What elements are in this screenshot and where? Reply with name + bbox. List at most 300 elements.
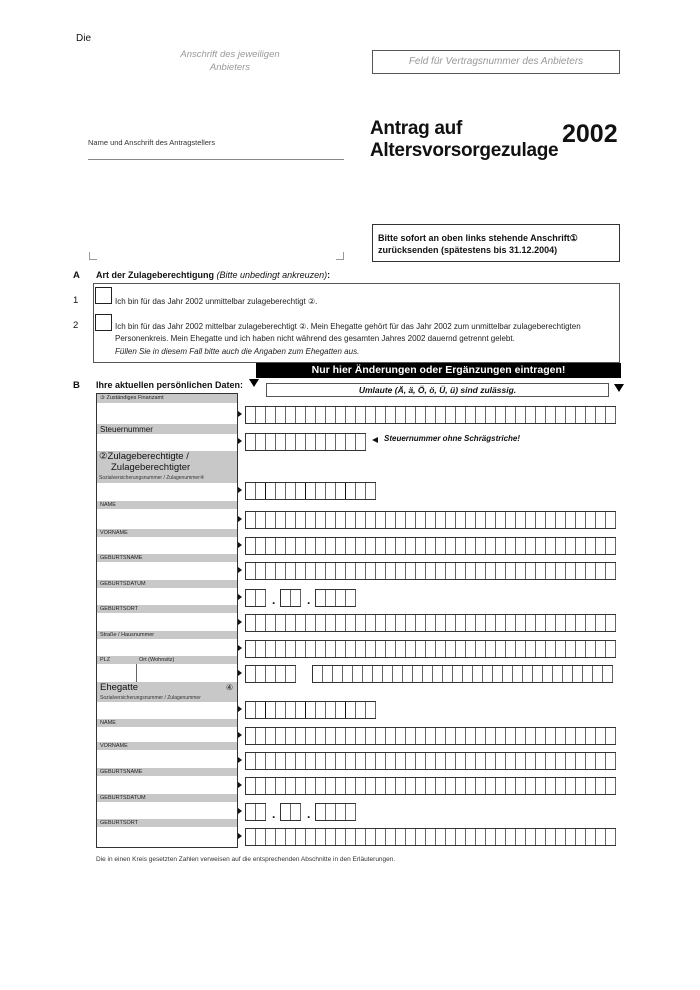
input-cell[interactable] (356, 641, 366, 657)
input-cell[interactable] (456, 407, 466, 423)
input-cell[interactable] (276, 728, 286, 744)
input-cell[interactable] (426, 753, 436, 769)
input-cell[interactable] (316, 728, 326, 744)
input-cell[interactable] (456, 538, 466, 554)
input-cell[interactable] (336, 702, 346, 718)
input-cell[interactable] (506, 407, 516, 423)
input-cell[interactable] (276, 641, 286, 657)
input-cell[interactable] (506, 563, 516, 579)
input-cell[interactable] (556, 563, 566, 579)
geburtsort-input[interactable] (245, 614, 616, 632)
input-cell[interactable] (246, 666, 256, 682)
input-cell[interactable] (336, 538, 346, 554)
input-cell[interactable] (556, 538, 566, 554)
input-cell[interactable] (473, 666, 483, 682)
input-cell[interactable] (266, 778, 276, 794)
input-cell[interactable] (396, 615, 406, 631)
input-cell[interactable] (366, 753, 376, 769)
input-cell[interactable] (566, 728, 576, 744)
input-cell[interactable] (246, 615, 256, 631)
input-cell[interactable] (516, 778, 526, 794)
input-cell[interactable] (486, 563, 496, 579)
input-cell[interactable] (316, 434, 326, 450)
input-cell[interactable] (506, 829, 516, 845)
input-cell[interactable] (406, 563, 416, 579)
input-cell[interactable] (376, 407, 386, 423)
input-cell[interactable] (286, 512, 296, 528)
input-cell[interactable] (286, 538, 296, 554)
input-cell[interactable] (466, 778, 476, 794)
input-cell[interactable] (336, 829, 346, 845)
input-cell[interactable] (556, 829, 566, 845)
input-cell[interactable] (366, 512, 376, 528)
input-cell[interactable] (586, 778, 596, 794)
input-cell[interactable] (281, 590, 291, 606)
svnr-spouse-input[interactable] (245, 701, 376, 719)
input-cell[interactable] (316, 615, 326, 631)
input-cell[interactable] (356, 702, 366, 718)
input-cell[interactable] (356, 615, 366, 631)
input-cell[interactable] (436, 829, 446, 845)
input-cell[interactable] (366, 407, 376, 423)
input-cell[interactable] (256, 590, 266, 606)
input-cell[interactable] (496, 615, 506, 631)
input-cell[interactable] (553, 666, 563, 682)
input-cell[interactable] (306, 829, 316, 845)
input-cell[interactable] (466, 563, 476, 579)
input-cell[interactable] (326, 434, 336, 450)
input-cell[interactable] (406, 728, 416, 744)
input-cell[interactable] (566, 407, 576, 423)
vorname-spouse-input[interactable] (245, 752, 616, 770)
input-cell[interactable] (576, 829, 586, 845)
input-cell[interactable] (476, 407, 486, 423)
input-cell[interactable] (306, 615, 316, 631)
input-cell[interactable] (376, 512, 386, 528)
input-cell[interactable] (526, 829, 536, 845)
input-cell[interactable] (546, 728, 556, 744)
input-cell[interactable] (336, 483, 346, 499)
input-cell[interactable] (586, 407, 596, 423)
input-cell[interactable] (246, 641, 256, 657)
input-cell[interactable] (396, 829, 406, 845)
geburtsdatum-spouse-input-day[interactable] (245, 803, 266, 821)
input-cell[interactable] (423, 666, 433, 682)
input-cell[interactable] (326, 641, 336, 657)
input-cell[interactable] (546, 753, 556, 769)
input-cell[interactable] (566, 615, 576, 631)
input-cell[interactable] (246, 407, 256, 423)
input-cell[interactable] (346, 702, 356, 718)
ort-input[interactable] (312, 665, 613, 683)
input-cell[interactable] (396, 563, 406, 579)
input-cell[interactable] (546, 778, 556, 794)
input-cell[interactable] (366, 702, 376, 718)
input-cell[interactable] (276, 483, 286, 499)
input-cell[interactable] (576, 778, 586, 794)
input-cell[interactable] (606, 563, 616, 579)
input-cell[interactable] (513, 666, 523, 682)
input-cell[interactable] (606, 615, 616, 631)
input-cell[interactable] (466, 753, 476, 769)
input-cell[interactable] (516, 563, 526, 579)
input-cell[interactable] (366, 538, 376, 554)
input-cell[interactable] (536, 407, 546, 423)
input-cell[interactable] (366, 829, 376, 845)
input-cell[interactable] (256, 512, 266, 528)
input-cell[interactable] (416, 753, 426, 769)
input-cell[interactable] (456, 728, 466, 744)
input-cell[interactable] (266, 538, 276, 554)
input-cell[interactable] (566, 829, 576, 845)
input-cell[interactable] (596, 728, 606, 744)
input-cell[interactable] (281, 804, 291, 820)
input-cell[interactable] (296, 538, 306, 554)
input-cell[interactable] (286, 702, 296, 718)
name-input[interactable] (245, 511, 616, 529)
input-cell[interactable] (563, 666, 573, 682)
input-cell[interactable] (246, 804, 256, 820)
input-cell[interactable] (373, 666, 383, 682)
input-cell[interactable] (316, 702, 326, 718)
input-cell[interactable] (313, 666, 323, 682)
input-cell[interactable] (366, 563, 376, 579)
input-cell[interactable] (416, 829, 426, 845)
input-cell[interactable] (366, 728, 376, 744)
input-cell[interactable] (296, 483, 306, 499)
input-cell[interactable] (326, 778, 336, 794)
input-cell[interactable] (526, 753, 536, 769)
geburtsname-spouse-input[interactable] (245, 777, 616, 795)
input-cell[interactable] (526, 407, 536, 423)
input-cell[interactable] (256, 538, 266, 554)
input-cell[interactable] (386, 615, 396, 631)
input-cell[interactable] (276, 563, 286, 579)
input-cell[interactable] (526, 778, 536, 794)
input-cell[interactable] (413, 666, 423, 682)
input-cell[interactable] (536, 829, 546, 845)
input-cell[interactable] (346, 512, 356, 528)
input-cell[interactable] (306, 641, 316, 657)
input-cell[interactable] (316, 753, 326, 769)
option-1-checkbox[interactable] (95, 287, 112, 304)
input-cell[interactable] (276, 778, 286, 794)
input-cell[interactable] (426, 538, 436, 554)
input-cell[interactable] (606, 538, 616, 554)
input-cell[interactable] (466, 728, 476, 744)
input-cell[interactable] (496, 641, 506, 657)
input-cell[interactable] (333, 666, 343, 682)
input-cell[interactable] (486, 538, 496, 554)
contract-number-field[interactable]: Feld für Vertragsnummer des Anbieters (372, 50, 620, 74)
input-cell[interactable] (546, 407, 556, 423)
input-cell[interactable] (346, 804, 356, 820)
input-cell[interactable] (266, 728, 276, 744)
input-cell[interactable] (366, 483, 376, 499)
input-cell[interactable] (576, 563, 586, 579)
input-cell[interactable] (466, 407, 476, 423)
input-cell[interactable] (546, 563, 556, 579)
input-cell[interactable] (606, 641, 616, 657)
input-cell[interactable] (246, 590, 256, 606)
input-cell[interactable] (291, 804, 301, 820)
input-cell[interactable] (256, 483, 266, 499)
input-cell[interactable] (326, 728, 336, 744)
input-cell[interactable] (346, 563, 356, 579)
input-cell[interactable] (586, 512, 596, 528)
input-cell[interactable] (356, 434, 366, 450)
input-cell[interactable] (246, 434, 256, 450)
input-cell[interactable] (266, 641, 276, 657)
input-cell[interactable] (363, 666, 373, 682)
input-cell[interactable] (606, 407, 616, 423)
input-cell[interactable] (346, 829, 356, 845)
input-cell[interactable] (603, 666, 613, 682)
input-cell[interactable] (286, 778, 296, 794)
input-cell[interactable] (516, 753, 526, 769)
input-cell[interactable] (593, 666, 603, 682)
input-cell[interactable] (256, 728, 266, 744)
input-cell[interactable] (506, 728, 516, 744)
input-cell[interactable] (316, 778, 326, 794)
input-cell[interactable] (296, 753, 306, 769)
input-cell[interactable] (476, 538, 486, 554)
input-cell[interactable] (466, 512, 476, 528)
input-cell[interactable] (456, 641, 466, 657)
input-cell[interactable] (446, 538, 456, 554)
input-cell[interactable] (536, 728, 546, 744)
input-cell[interactable] (606, 829, 616, 845)
input-cell[interactable] (533, 666, 543, 682)
input-cell[interactable] (276, 615, 286, 631)
input-cell[interactable] (426, 615, 436, 631)
input-cell[interactable] (576, 615, 586, 631)
input-cell[interactable] (576, 512, 586, 528)
input-cell[interactable] (266, 702, 276, 718)
input-cell[interactable] (396, 538, 406, 554)
input-cell[interactable] (546, 641, 556, 657)
input-cell[interactable] (556, 615, 566, 631)
input-cell[interactable] (386, 407, 396, 423)
input-cell[interactable] (606, 753, 616, 769)
input-cell[interactable] (246, 702, 256, 718)
input-cell[interactable] (276, 512, 286, 528)
input-cell[interactable] (456, 778, 466, 794)
input-cell[interactable] (556, 407, 566, 423)
input-cell[interactable] (556, 641, 566, 657)
input-cell[interactable] (476, 829, 486, 845)
input-cell[interactable] (326, 753, 336, 769)
input-cell[interactable] (266, 434, 276, 450)
input-cell[interactable] (596, 778, 606, 794)
input-cell[interactable] (606, 728, 616, 744)
input-cell[interactable] (256, 434, 266, 450)
input-cell[interactable] (503, 666, 513, 682)
input-cell[interactable] (456, 829, 466, 845)
geburtsname-input[interactable] (245, 562, 616, 580)
option-2-checkbox[interactable] (95, 314, 112, 331)
input-cell[interactable] (416, 407, 426, 423)
input-cell[interactable] (483, 666, 493, 682)
input-cell[interactable] (256, 666, 266, 682)
input-cell[interactable] (356, 563, 366, 579)
input-cell[interactable] (546, 829, 556, 845)
input-cell[interactable] (406, 778, 416, 794)
input-cell[interactable] (346, 615, 356, 631)
input-cell[interactable] (426, 728, 436, 744)
input-cell[interactable] (346, 407, 356, 423)
input-cell[interactable] (496, 407, 506, 423)
input-cell[interactable] (416, 778, 426, 794)
input-cell[interactable] (586, 563, 596, 579)
input-cell[interactable] (336, 434, 346, 450)
input-cell[interactable] (506, 615, 516, 631)
input-cell[interactable] (526, 728, 536, 744)
input-cell[interactable] (516, 538, 526, 554)
input-cell[interactable] (406, 641, 416, 657)
input-cell[interactable] (346, 753, 356, 769)
input-cell[interactable] (476, 778, 486, 794)
input-cell[interactable] (326, 829, 336, 845)
input-cell[interactable] (406, 407, 416, 423)
input-cell[interactable] (426, 641, 436, 657)
input-cell[interactable] (426, 778, 436, 794)
input-cell[interactable] (296, 829, 306, 845)
input-cell[interactable] (586, 641, 596, 657)
steuernummer-input[interactable] (245, 433, 366, 451)
input-cell[interactable] (386, 563, 396, 579)
input-cell[interactable] (496, 563, 506, 579)
input-cell[interactable] (576, 728, 586, 744)
input-cell[interactable] (306, 512, 316, 528)
input-cell[interactable] (426, 829, 436, 845)
input-cell[interactable] (506, 538, 516, 554)
input-cell[interactable] (336, 778, 346, 794)
input-cell[interactable] (276, 702, 286, 718)
input-cell[interactable] (356, 407, 366, 423)
input-cell[interactable] (296, 563, 306, 579)
input-cell[interactable] (383, 666, 393, 682)
input-cell[interactable] (606, 512, 616, 528)
input-cell[interactable] (476, 641, 486, 657)
input-cell[interactable] (366, 615, 376, 631)
input-cell[interactable] (256, 615, 266, 631)
input-cell[interactable] (536, 512, 546, 528)
input-cell[interactable] (356, 512, 366, 528)
input-cell[interactable] (406, 538, 416, 554)
input-cell[interactable] (326, 407, 336, 423)
input-cell[interactable] (276, 538, 286, 554)
input-cell[interactable] (256, 804, 266, 820)
input-cell[interactable] (576, 753, 586, 769)
input-cell[interactable] (596, 829, 606, 845)
input-cell[interactable] (376, 538, 386, 554)
input-cell[interactable] (566, 753, 576, 769)
input-cell[interactable] (436, 753, 446, 769)
input-cell[interactable] (296, 641, 306, 657)
input-cell[interactable] (346, 483, 356, 499)
input-cell[interactable] (376, 563, 386, 579)
input-cell[interactable] (496, 728, 506, 744)
input-cell[interactable] (256, 778, 266, 794)
input-cell[interactable] (416, 728, 426, 744)
input-cell[interactable] (526, 512, 536, 528)
input-cell[interactable] (323, 666, 333, 682)
input-cell[interactable] (336, 407, 346, 423)
input-cell[interactable] (266, 512, 276, 528)
vorname-input[interactable] (245, 537, 616, 555)
input-cell[interactable] (396, 778, 406, 794)
input-cell[interactable] (543, 666, 553, 682)
input-cell[interactable] (506, 641, 516, 657)
input-cell[interactable] (556, 728, 566, 744)
input-cell[interactable] (396, 407, 406, 423)
input-cell[interactable] (296, 778, 306, 794)
input-cell[interactable] (546, 512, 556, 528)
strasse-input[interactable] (245, 640, 616, 658)
input-cell[interactable] (596, 538, 606, 554)
input-cell[interactable] (516, 615, 526, 631)
input-cell[interactable] (396, 728, 406, 744)
input-cell[interactable] (566, 538, 576, 554)
input-cell[interactable] (276, 666, 286, 682)
input-cell[interactable] (466, 641, 476, 657)
input-cell[interactable] (586, 728, 596, 744)
input-cell[interactable] (566, 563, 576, 579)
input-cell[interactable] (296, 702, 306, 718)
input-cell[interactable] (436, 728, 446, 744)
input-cell[interactable] (436, 512, 446, 528)
input-cell[interactable] (266, 753, 276, 769)
input-cell[interactable] (306, 778, 316, 794)
input-cell[interactable] (436, 563, 446, 579)
input-cell[interactable] (356, 753, 366, 769)
geburtsdatum-spouse-input-month[interactable] (280, 803, 301, 821)
input-cell[interactable] (536, 641, 546, 657)
input-cell[interactable] (256, 407, 266, 423)
input-cell[interactable] (336, 590, 346, 606)
input-cell[interactable] (266, 407, 276, 423)
input-cell[interactable] (573, 666, 583, 682)
input-cell[interactable] (316, 563, 326, 579)
input-cell[interactable] (366, 641, 376, 657)
input-cell[interactable] (426, 512, 436, 528)
geburtsdatum-input-day[interactable] (245, 589, 266, 607)
input-cell[interactable] (456, 563, 466, 579)
input-cell[interactable] (326, 702, 336, 718)
input-cell[interactable] (336, 563, 346, 579)
input-cell[interactable] (256, 641, 266, 657)
input-cell[interactable] (256, 702, 266, 718)
input-cell[interactable] (596, 407, 606, 423)
input-cell[interactable] (296, 434, 306, 450)
input-cell[interactable] (586, 753, 596, 769)
geburtsort-spouse-input[interactable] (245, 828, 616, 846)
input-cell[interactable] (446, 778, 456, 794)
input-cell[interactable] (286, 615, 296, 631)
input-cell[interactable] (486, 641, 496, 657)
input-cell[interactable] (586, 538, 596, 554)
input-cell[interactable] (386, 778, 396, 794)
input-cell[interactable] (526, 615, 536, 631)
plz-input[interactable] (245, 665, 296, 683)
input-cell[interactable] (296, 407, 306, 423)
input-cell[interactable] (446, 728, 456, 744)
input-cell[interactable] (306, 483, 316, 499)
input-cell[interactable] (516, 407, 526, 423)
input-cell[interactable] (306, 434, 316, 450)
input-cell[interactable] (326, 563, 336, 579)
